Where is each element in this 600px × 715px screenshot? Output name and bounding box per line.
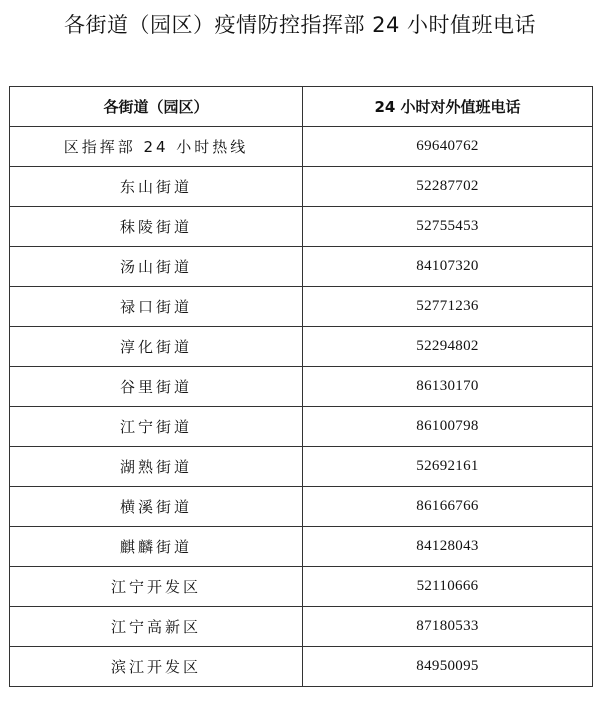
table-row: [10, 447, 593, 487]
district-cell: 江宁开发区: [10, 567, 303, 607]
table-row: [10, 247, 593, 287]
phone-cell: 69640762: [303, 127, 593, 167]
column-header-district: 各街道（园区）: [10, 87, 303, 127]
table-row: [10, 407, 593, 447]
table-row: [10, 647, 593, 687]
district-cell: 麒麟街道: [10, 527, 303, 567]
column-header-phone: 24 小时对外值班电话: [303, 87, 593, 127]
duty-phone-table: [9, 86, 593, 687]
district-cell: 区指挥部 24 小时热线: [10, 127, 303, 167]
district-cell: 江宁街道: [10, 407, 303, 447]
phone-cell: 84107320: [303, 247, 593, 287]
table-header-row: [10, 87, 593, 127]
table-row: [10, 287, 593, 327]
phone-cell: 86166766: [303, 487, 593, 527]
district-cell: 滨江开发区: [10, 647, 303, 687]
phone-cell: 87180533: [303, 607, 593, 647]
table-row: [10, 167, 593, 207]
table-row: [10, 327, 593, 367]
table-row: [10, 127, 593, 167]
district-cell: 汤山街道: [10, 247, 303, 287]
phone-cell: 52692161: [303, 447, 593, 487]
phone-cell: 52287702: [303, 167, 593, 207]
phone-cell: 86130170: [303, 367, 593, 407]
table-row: [10, 487, 593, 527]
phone-cell: 52771236: [303, 287, 593, 327]
phone-cell: 52294802: [303, 327, 593, 367]
district-cell: 淳化街道: [10, 327, 303, 367]
phone-cell: 86100798: [303, 407, 593, 447]
phone-cell: 52755453: [303, 207, 593, 247]
table-row: [10, 207, 593, 247]
table-row: [10, 367, 593, 407]
phone-cell: 52110666: [303, 567, 593, 607]
page-title: 各街道（园区）疫情防控指挥部 24 小时值班电话: [63, 13, 537, 37]
district-cell: 谷里街道: [10, 367, 303, 407]
district-cell: 江宁高新区: [10, 607, 303, 647]
district-cell: 湖熟街道: [10, 447, 303, 487]
table-row: [10, 567, 593, 607]
district-cell: 秣陵街道: [10, 207, 303, 247]
phone-cell: 84128043: [303, 527, 593, 567]
district-cell: 横溪街道: [10, 487, 303, 527]
phone-cell: 84950095: [303, 647, 593, 687]
district-cell: 禄口街道: [10, 287, 303, 327]
district-cell: 东山街道: [10, 167, 303, 207]
table-row: [10, 527, 593, 567]
table-row: [10, 607, 593, 647]
